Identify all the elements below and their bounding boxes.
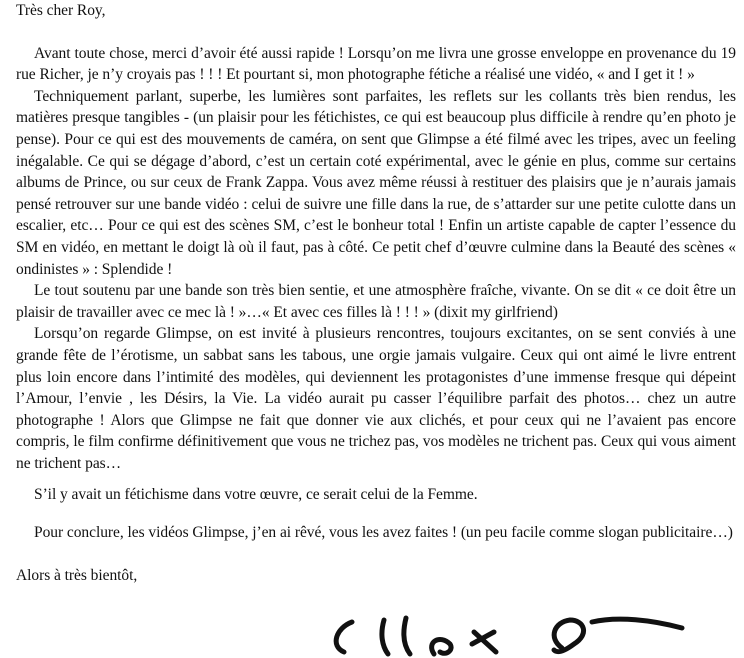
paragraph-2: Techniquement parlant, superbe, les lumières sont parfaites, les reflets sur les collants très bien rendus, les matières presque tangibles - (un plaisir pour les fétichistes, ce qui est beaucoup plus difficile à rendre qu’en photo je pense). Pour ce qui est des mouvements de caméra, on sent que Glimpse a été filmé avec les tripes, avec un feeling inégalable. Ce qui se dégage d’abord, c’est un certain coté expérimental, avec le génie en plus, comme sur certains albums de Prince, ou sur ceux de Frank Zappa. Vous avez même réussi à restituer des plaisirs que je n’aurais jamais pensé retrouver sur une bande vidéo : celui de suivre une fille dans la rue, de s’attarder sur une petite culotte dans un escalier, etc… Pour ce qui est des scènes SM, c’est le bonheur total ! Enfin un artiste capable de capter l’essence du SM en vidéo, en mettant le doigt là où il faut, pas à côté. Ce petit chef d’œuvre culmine dans la Beauté des scènes « ondinistes » : Splendide ! [16, 87, 736, 278]
paragraph-5: S’il y avait un fétichisme dans votre œuvre, ce serait celui de la Femme. [34, 486, 478, 504]
paragraph-3: Le tout soutenu par une bande son très bien sentie, et une atmosphère fraîche, vivante. On se dit « ce doit être un plaisir de travailler avec ce mec là ! »…« Et avec ces filles là ! ! ! » (dixit my girlfriend) [16, 282, 736, 321]
handwritten-signature [322, 598, 742, 658]
salutation: Très cher Roy, [16, 2, 106, 19]
closing-line: Alors à très bientôt, [16, 566, 138, 584]
letter-body [16, 0, 736, 586]
paragraph-1: Avant toute chose, merci d’avoir été aussi rapide ! Lorsqu’on me livra une grosse enveloppe en provenance du 19 rue Richer, je n’y croyais pas ! ! ! Et pourtant si, mon photographe fétiche a réalisé une vidéo, « and I get it ! » [16, 44, 736, 84]
paragraph-4: Lorsqu’on regarde Glimpse, on est invité à plusieurs rencontres, toujours excitantes, on se sent conviés à une grande fête de l’érotisme, un sabbat sans les tabous, une orgie jamais vulgaire. Ceux qui ont aimé le livre entrent plus loin encore dans l’intimité des modèles, qui deviennent les protagonistes d’une immense fresque qui dépeint l’Amour, l’envie , les Désirs, la Vie. La vidéo aurait pu casser l’équilibre parfait des photos… chez un autre photographe ! Alors que Glimpse ne fait que donner vie aux clichés, et pour ceux qui ne l’avaient pas encore compris, le film confirme définitivement que vous ne trichez pas, vos modèles ne trichent pas. Ceux qui vous aiment ne trichent pas… [16, 325, 736, 472]
paragraph-6: Pour conclure, les vidéos Glimpse, j’en ai rêvé, vous les avez faites ! (un peu facile comme slogan publicitaire…) [34, 524, 733, 542]
